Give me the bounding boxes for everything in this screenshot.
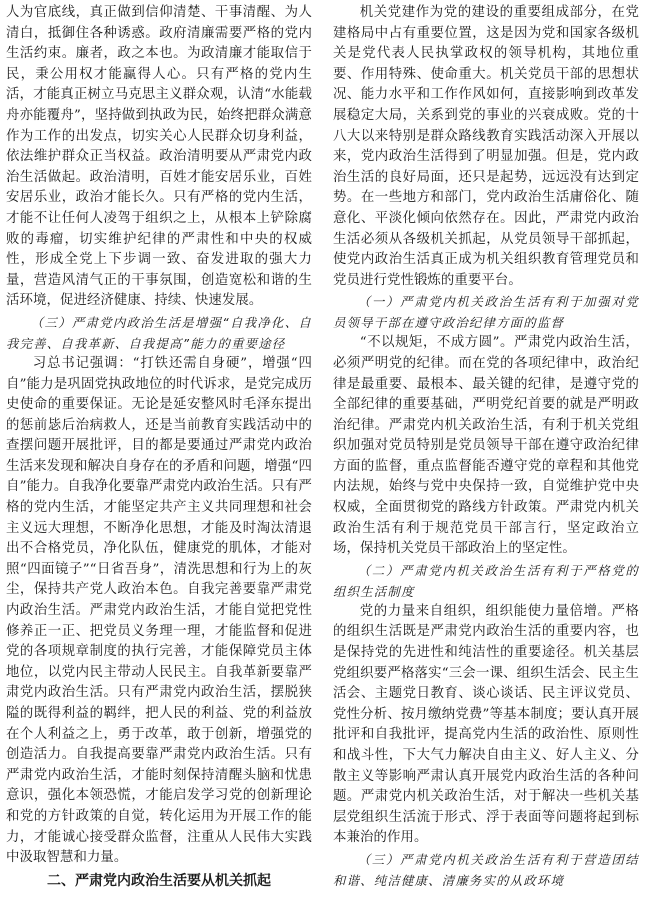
right-column [333,3,639,903]
paragraph: 党的力量来自组织，组织能使力量倍增。严格的组织生活既是严肃党内政治生活的重要内容，也是保持党的先进性和纯洁性的重要途径。机关基层党组织要严格落实“三会一课、组织生活会、民主生活会、主题党日教育、谈心谈话、民主评议党员、党性分析、按月缴纳党费”等基本制度；要认真开展批评和自我批评，提高党内生活的政治性、原则性和战斗性，下大气力解决自由主义、好人主义、分散主义等影响严肃认真开展党内政治生活的各种问题。严肃党内机关政治生活，对于解决一些机关基层党组织生活流于形式、浮于表面等问题将起到标本兼治的作用。 [333,603,639,846]
left-column [6,3,312,903]
subheading: （三）严肃党内政治生活是增强“自我净化、自我完善、自我革新、自我提高”能力的重要途径 [6,314,312,351]
paragraph: 习总书记强调：“打铁还需自身硬”，增强“四自”能力是巩固党执政地位的时代诉求，是党完成历史使命的重要保证。无论是延安整风时毛泽东提出的惩前毖后治病救人，还是当前教育实践活动中的查摆问题开展批评，目的都是要通过严肃党内政治生活来发现和解决自身存在的矛盾和问题，增强“四自”能力。自我净化要靠严肃党内政治生活。只有严格的党内生活，才能坚定共产主义共同理想和社会主义远大理想，不断净化思想，才能及时淘汰清退出不合格党员，净化队伍，健康党的肌体，才能对照“四面镜子”“日省吾身”，清洗思想和行为上的灰尘，保持共产党人政治本色。自我完善要靠严肃党内政治生活。严肃党内政治生活，才能自觉把党性修养正一正、把党员义务理一理，才能监督和促进党的各项规章制度的执行完善，才能保障党员主体地位，以党内民主带动人民民主。自我革新要靠严肃党内政治生活。只有严肃党内政治生活，摆脱狭隘的既得利益的羁绊，把人民的利益、党的利益放在个人利益之上，勇于改革，敢于创新，增强党的创造活力。自我提高要靠严肃党内政治生活。只有严肃党内政治生活，才能时刻保持清醒头脑和忧患意识，强化本领恐慌，才能启发学习党的创新理论和党的方针政策的自觉，转化运用为开展工作的能力，才能诚心接受群众监督，注重从人民伟大实践中汲取智慧和力量。 [6,355,312,866]
section-heading: 二、严肃党内政治生活要从机关抓起 [47,872,271,889]
subheading: （一）严肃党内机关政治生活有利于加强对党员领导干部在遵守政治纪律方面的监督 [333,294,639,331]
subheading: （二）严肃党内机关政治生活有利于严格党的组织生活制度 [333,562,639,599]
subheading: （三）严肃党内机关政治生活有利于营造团结和谐、纯洁健康、清廉务实的从政环境 [333,851,639,888]
paragraph: 人为官底线，真正做到信仰清楚、干事清醒、为人清白，抵御住各种诱惑。政府清廉需要严格的党内生活约束。廉者，政之本也。为政清廉才能取信于民，秉公用权才能赢得人心。只有严格的党内生活，才能真正树立马克思主义群众观，认清“水能载舟亦能覆舟”，坚持做到执政为民，始终把群众满意作为工作的出发点，切实关心人民群众切身利益，依法维护群众正当权益。政治清明要从严肃党内政治生活做起。政治清明，百姓才能安居乐业，百姓安居乐业，政治才能长久。只有严格的党内生活，才能不让任何人凌驾于组织之上，从根本上铲除腐败的毒瘤，切实维护纪律的严肃性和中央的权威性，形成全党上下步调一致、奋发进取的强大力量，营造风清气正的干事氛围，创造宽松和谐的生活环境，促进经济健康、持续、快速发展。 [6,5,312,309]
paragraph: 机关党建作为党的建设的重要组成部分，在党建格局中占有重要位置，这是因为党和国家各级机关是党代表人民执掌政权的领导机构，其地位重要、作用特殊、使命重大。机关党员干部的思想状况、能力水平和工作作风如何，直接影响到改革发展稳定大局，关系到党的事业的兴衰成败。党的十八大以来特别是群众路线教育实践活动深入开展以来，党内政治生活得到了明显加强。但是，党内政治生活的良好局面，还只是起势，远远没有达到定势。在一些地方和部门，党内政治生活庸俗化、随意化、平淡化倾向依然存在。因此，严肃党内政治生活必须从各级机关抓起，从党员领导干部抓起，使党内政治生活真正成为机关组织教育管理党员和党员进行党性锻炼的重要平台。 [333,5,639,288]
paragraph: “不以规矩，不成方圆”。严肃党内政治生活，必须严明党的纪律。而在党的各项纪律中，政治纪律是最重要、最根本、最关键的纪律，是遵守党的全部纪律的重要基础，严明党纪首要的就是严明政治纪律。严肃党内机关政治生活，有利于机关党组织加强对党员特别是党员领导干部在遵守政治纪律方面的监督，重点监督能否遵守党的章程和其他党内法规，始终与党中央保持一致，自觉维护党中央权威，全面贯彻党的路线方针政策。严肃党内机关政治生活有利于规范党员干部言行，坚定政治立场，保持机关党员干部政治上的坚定性。 [333,335,639,557]
